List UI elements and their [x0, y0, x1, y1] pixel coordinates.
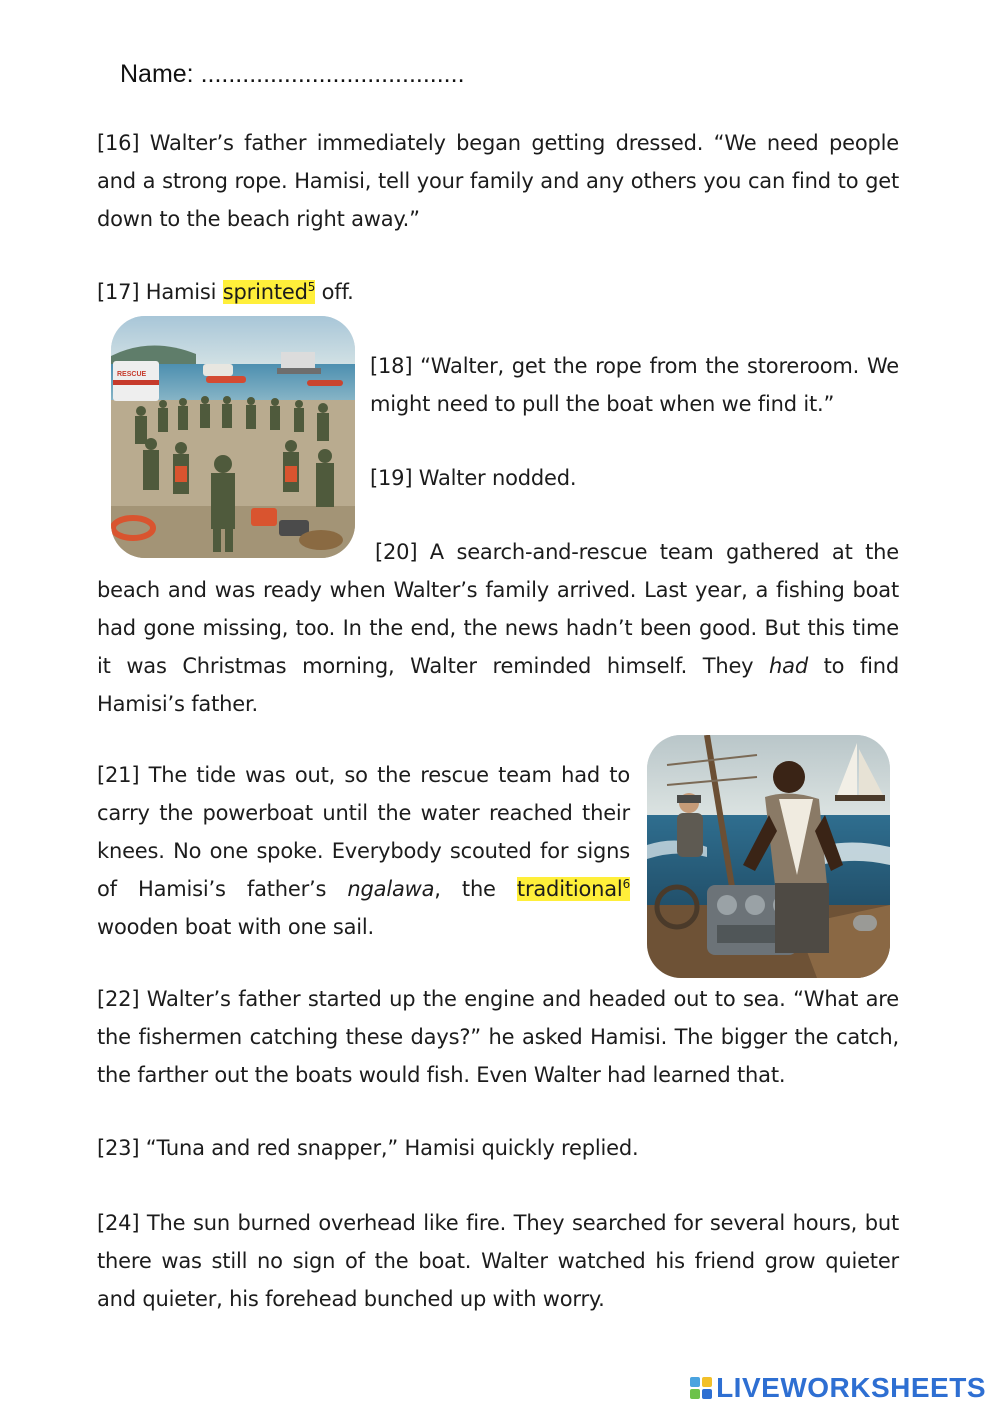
term-ngalawa: ngalawa	[347, 877, 435, 901]
logo-square-2	[702, 1377, 712, 1387]
paragraph-18: [18] “Walter, get the rope from the storeroom. We might need to pull the boat when we find it.”	[370, 354, 899, 416]
paragraph-19: [19] Walter nodded.	[370, 466, 577, 490]
emphasis-had: had	[769, 654, 808, 678]
paragraph-17	[97, 273, 899, 311]
paragraph-17-text: [17] Hamisi	[97, 280, 223, 304]
paragraph-21-text-mid: , the	[434, 877, 517, 901]
liveworksheets-logo-mark-icon	[690, 1377, 712, 1399]
footnote-5: 5	[307, 280, 316, 294]
rescue-sign: RESCUE	[117, 371, 147, 378]
paragraph-17-text-end: off.	[315, 280, 354, 304]
liveworksheets-logo-text: LIVEWORKSHEETS	[716, 1372, 986, 1403]
paragraph-20-text-end: to find Hamisi’s father.	[97, 654, 900, 716]
paragraph-21-text: [21] The tide was out, so the rescue team had to carry the powerboat until the water reached their knees. No one spoke. Everybody scouted for signs of Hamisi’s father’s	[97, 763, 630, 901]
paragraph-16: [16] Walter’s father immediately began getting dressed. “We need people and a strong rope. Hamisi, tell your family and any others you can find to get down to the beach right away.”	[97, 131, 899, 231]
vocab-word-traditional[interactable]: traditional$^6$	[516, 877, 630, 901]
paragraph-21	[97, 756, 630, 946]
logo-square-3	[690, 1389, 700, 1399]
liveworksheets-logo	[690, 1372, 986, 1404]
paragraph-22: [22] Walter’s father started up the engine and headed out to sea. “What are the fishermen catching these days?” he asked Hamisi. The bigger the catch, the farther out the boats would fish. Even Walter had learned that.	[97, 987, 899, 1087]
boat-engine-illustration	[647, 735, 890, 978]
rescue-team-illustration	[111, 316, 355, 558]
paragraph-20-text: [20] A search-and-rescue team gathered at the beach and was ready when Walter’s family arrived. Last year, a fishing boat had gone missing, too. In the end, the news hadn’t been good. But this time it was Christmas morning, Walter reminded himself. They	[97, 540, 899, 678]
paragraph-20	[97, 533, 899, 723]
paragraph-24: [24] The sun burned overhead like fire. They searched for several hours, but there was still no sign of the boat. Walter watched his friend grow quieter and quieter, his forehead bunched up with worry.	[97, 1211, 899, 1311]
logo-square-1	[690, 1377, 700, 1387]
vocab-word-sprinted[interactable]: sprinted$^5$	[222, 280, 316, 304]
logo-square-4	[702, 1389, 712, 1399]
paragraph-21-text-end: wooden boat with one sail.	[97, 915, 374, 939]
paragraph-23: [23] “Tuna and red snapper,” Hamisi quickly replied.	[97, 1136, 639, 1160]
name-line[interactable]: Name: ......................................	[120, 60, 465, 88]
footnote-6: 6	[622, 877, 630, 891]
